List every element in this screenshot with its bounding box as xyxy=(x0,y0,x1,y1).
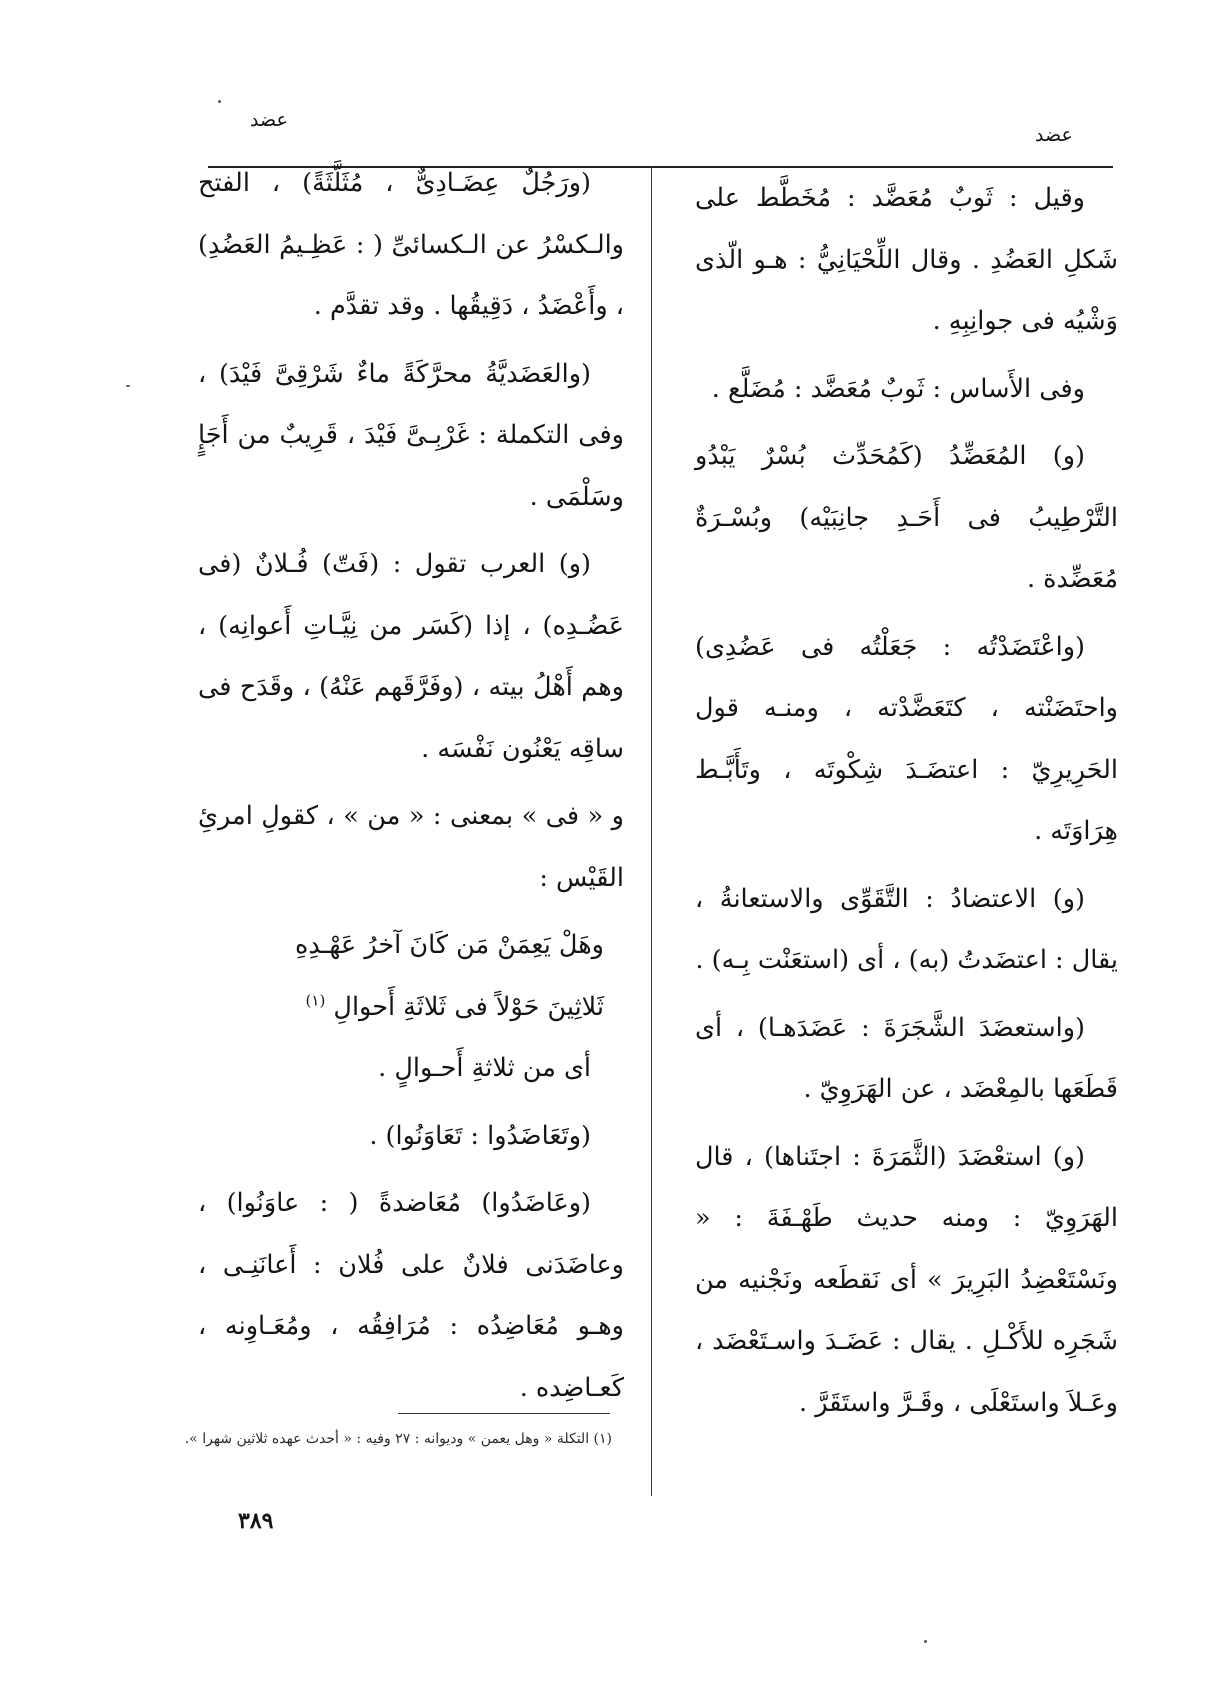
footnote: (١) التكلة « وهل يعمن » وديوانه : ٢٧ وفيه : « أحدث عهده ثلاثين شهرا ». xyxy=(184,1431,612,1447)
paragraph: (و) المُعَضِّدُ (كَمُحَدِّث بُسْرٌ يَبْدُو التَّرْطِيبُ فى أَحَـدِ جانِبَيْه) وبُسْـرَةٌ مُعَضِّدة . xyxy=(695,441,1118,594)
paragraph: (ورَجُلٌ عِضَـادِىٌّ ، مُثَلَّثَةً) ، الفتح والـكسْرُ عن الـكسائىِّ ( : عَظِـيمُ العَضُدِ) ، وأَعْضَدُ ، دَقِيقُها . وقد تقدَّم . xyxy=(198,168,624,321)
paragraph: وقيل : ثَوبٌ مُعَضَّد : مُخَطَّط على شَكلِ العَضُدِ . وقال اللِّحْيَانِيُّ : هـو الّذى وَشْيُه فى جوانِبِهِ . xyxy=(695,183,1118,336)
paragraph: (وتَعَاضَدُوا : تَعَاوَنُوا) . xyxy=(369,1120,591,1151)
paragraph: (و) استعْضَدَ (الثَّمَرَةَ : اجتَناها) ، قال الهَرَوِيّ : ومنه حديث طَهْـفَةَ : « ونَسْتَعْضِدُ البَرِيرَ » أى نَقطَعه ونَجْنيه من شَجَرِه للأَكْـلِ . يقال : عَضَـدَ واسـتَعْضَد ، وعَـلاَ واستَعْلَى ، وقَـرَّ واستَقَرَّ . xyxy=(695,1141,1118,1418)
paragraph: (و) العرب تقول : (فَتّ) فُـلانٌ (فى عَضُـدِه) ، إذا (كَسَر من نِيَّـاتِ أَعوانِه) ، وهم أَهْلُ بيته ، (وفَرَّقَهم عَنْهُ) ، وقَدَح فى ساقِه يَعْنُون نَفْسَه . xyxy=(198,549,624,764)
scan-speck xyxy=(218,100,221,103)
paragraph: وفى الأَساس : ثَوبٌ مُعَضَّد : مُضَلَّع . xyxy=(711,373,1085,404)
running-header-right: عضد xyxy=(1035,124,1073,146)
footnote-marker: (١) xyxy=(305,991,326,1009)
scan-speck xyxy=(126,385,130,387)
running-header-left: عضد xyxy=(250,109,288,131)
scan-speck xyxy=(924,1640,927,1643)
verse-text: ثَلاثِينَ حَوْلاً فى ثَلاثَةِ أَحوالِ xyxy=(333,991,604,1022)
paragraph: و « فى » بمعنى : « من » ، كقولِ امرئِ القَيْس : xyxy=(198,801,624,893)
verse-line xyxy=(198,977,624,1039)
paragraph: (والعَضَديَّةُ محرَّكَةً ماءٌ شَرْقِىَّ فَيْدَ) ، وفى التكملة : غَرْبِـىَّ فَيْدَ ، قَرِيبٌ من أَجَإٍ وسَلْمَى . xyxy=(198,358,624,512)
paragraph: (وعَاضَدُوا) مُعَاضدةً ( : عاوَنُوا) ، وعاضَدَنى فلانٌ على فُلان : أَعانَنِـى ، وهـو مُعَاضِدُه : مُرَافِقُه ، ومُعَـاوِنه ، كَعـاضِده . xyxy=(198,1188,624,1403)
left-column xyxy=(198,153,624,1425)
paragraph: (واستعضَدَ الشَّجَرَةَ : عَضَدَهـا) ، أى قَطَعَها بالمِعْضَد ، عن الهَرَوِيّ . xyxy=(695,1012,1118,1104)
paragraph: (و) الاعتضادُ : التَّقَوِّى والاستعانةُ ، يقال : اعتضَدتُ (به) ، أى (استعَنْت بِـه) . xyxy=(695,883,1118,975)
paragraph: (واعْتَضَدْتُه : جَعَلْتُه فى عَضُدِى) واحتَضَنْته ، كتَعَضَّدْته ، ومنـه قول الحَرِيرِيّ : اعتضَـدَ شِكْوتَه ، وتَأَبَّـط هِرَاوَتَه . xyxy=(695,631,1118,846)
right-column xyxy=(695,168,1118,1440)
page-number: ٣٨٩ xyxy=(238,1508,274,1534)
paragraph: أى من ثلاثةِ أَحـوالٍ . xyxy=(378,1053,591,1083)
verse-line: وهَلْ يَعِمَنْ مَن كَانَ آخرُ عَهْـدِهِ xyxy=(295,930,604,960)
column-divider xyxy=(651,166,652,1496)
footnote-rule xyxy=(398,1413,610,1414)
